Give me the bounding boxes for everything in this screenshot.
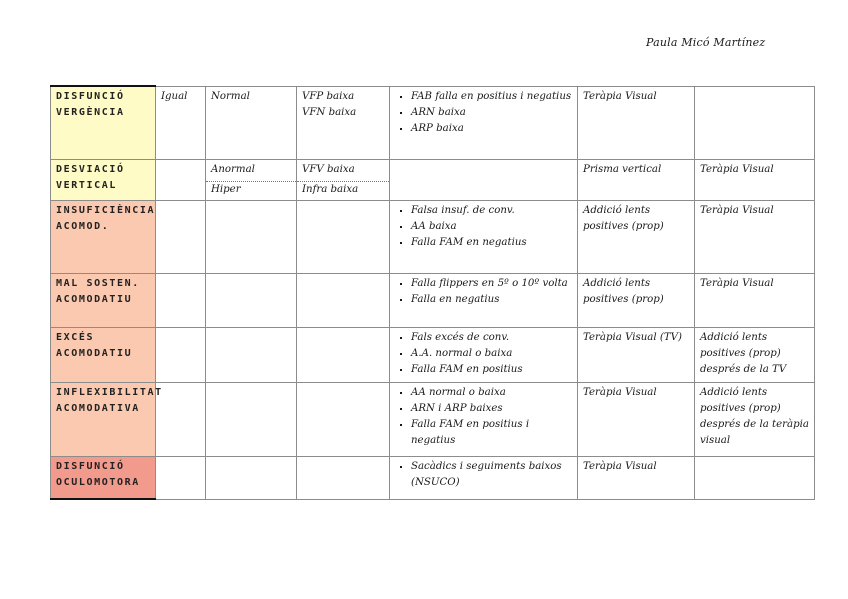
diagnosis-line: INSUFICIÈNCIA <box>56 204 156 216</box>
diagnosis-cell <box>51 327 156 382</box>
treatment-cell: Teràpia Visual (TV) <box>578 327 695 382</box>
status-cell: Normal <box>206 86 297 159</box>
diagnosis-line: ACOMODATIU <box>56 293 133 305</box>
phoria-cell <box>156 456 206 499</box>
phoria-cell <box>156 200 206 273</box>
signs-cell <box>390 273 578 327</box>
status-cell <box>206 159 297 200</box>
status-value: Anormal <box>211 163 255 175</box>
signs-cell <box>390 456 578 499</box>
signs-cell <box>390 327 578 382</box>
list-item: ▪ Falla FAM en positius <box>411 362 572 378</box>
status-value: Hiper <box>206 181 296 198</box>
diagnosis-cell <box>51 200 156 273</box>
list-item: ▪ AA normal o baixa <box>411 385 572 401</box>
treatment-cell: Teràpia Visual <box>578 86 695 159</box>
vergence-cell <box>297 327 390 382</box>
vergence-value: VFN baixa <box>302 106 357 118</box>
status-cell <box>206 382 297 456</box>
table-row <box>51 86 815 159</box>
status-cell <box>206 273 297 327</box>
treatment-cell: Teràpia Visual <box>695 159 815 200</box>
phoria-cell <box>156 159 206 200</box>
diagnosis-line: ACOMODATIVA <box>56 402 140 414</box>
phoria-cell: Igual <box>156 86 206 159</box>
diagnosis-line: ACOMOD. <box>56 220 110 232</box>
status-cell <box>206 456 297 499</box>
list-item: ▪ Falla flippers en 5º o 10º volta <box>411 276 572 292</box>
signs-cell <box>390 86 578 159</box>
diagnosis-line: DISFUNCIÓ <box>56 91 125 102</box>
table-row <box>51 200 815 273</box>
table-row <box>51 159 815 200</box>
treatment-cell: Teràpia Visual <box>578 456 695 499</box>
phoria-cell <box>156 382 206 456</box>
vergence-value: VFP baixa <box>302 90 355 102</box>
list-item: ▪ AA baixa <box>411 219 572 235</box>
diagnosis-line: EXCÉS <box>56 331 95 343</box>
vergence-cell <box>297 86 390 159</box>
diagnosis-line: DESVIACIÓ <box>56 163 125 175</box>
diagnosis-line: DISFUNCIÓ <box>56 460 125 472</box>
treatment-cell: Teràpia Visual <box>695 200 815 273</box>
vergence-cell <box>297 200 390 273</box>
signs-cell <box>390 382 578 456</box>
list-item: ▪ Sacàdics i seguiments baixos (NSUCO) <box>411 459 572 491</box>
list-item: ▪ Fals excés de conv. <box>411 330 572 346</box>
list-item: ▪ Falla FAM en negatius <box>411 235 572 251</box>
list-item: ▪ ARN baixa <box>411 105 572 121</box>
list-item: ▪ Falla FAM en positius i negatius <box>411 417 572 449</box>
treatment-cell: Addició lents positives (prop) després de la teràpia visual <box>695 382 815 456</box>
treatment-cell <box>695 86 815 159</box>
signs-cell <box>390 200 578 273</box>
list-item: ▪ A.A. normal o baixa <box>411 346 572 362</box>
phoria-cell <box>156 273 206 327</box>
list-item: ▪ Falla en negatius <box>411 292 572 308</box>
treatment-cell: Addició lents positives (prop) després de la TV <box>695 327 815 382</box>
treatment-cell: Addició lents positives (prop) <box>578 200 695 273</box>
diagnosis-line: VERTICAL <box>56 179 117 191</box>
author-name: Paula Micó Martínez <box>646 36 766 49</box>
diagnosis-line: VERGÈNCIA <box>56 107 125 118</box>
table-row <box>51 382 815 456</box>
diagnosis-cell <box>51 382 163 456</box>
list-item: ▪ FAB falla en positius i negatius <box>411 89 572 105</box>
treatment-cell <box>695 456 815 499</box>
vergence-value: Infra baixa <box>297 181 389 198</box>
diagnosis-cell <box>51 273 156 327</box>
status-cell <box>206 200 297 273</box>
diagnosis-line: INFLEXIBILITAT <box>56 386 163 398</box>
signs-cell <box>390 159 578 200</box>
diagnosis-table <box>50 85 815 500</box>
diagnosis-line: OCULOMOTORA <box>56 476 140 488</box>
diagnosis-line: ACOMODATIU <box>56 347 133 359</box>
treatment-cell: Teràpia Visual <box>695 273 815 327</box>
vergence-cell <box>297 159 390 200</box>
treatment-cell: Prisma vertical <box>578 159 695 200</box>
treatment-cell: Addició lents positives (prop) <box>578 273 695 327</box>
status-cell <box>206 327 297 382</box>
list-item: ▪ ARN i ARP baixes <box>411 401 572 417</box>
vergence-cell <box>297 382 390 456</box>
list-item: ▪ Falsa insuf. de conv. <box>411 203 572 219</box>
diagnosis-cell <box>51 159 156 200</box>
diagnosis-line: MAL SOSTEN. <box>56 277 140 289</box>
diagnosis-cell <box>51 86 156 159</box>
diagnosis-cell <box>51 456 156 499</box>
phoria-cell <box>156 327 206 382</box>
vergence-cell <box>297 273 390 327</box>
table-row <box>51 273 815 327</box>
table-row <box>51 327 815 382</box>
treatment-cell: Teràpia Visual <box>578 382 695 456</box>
table-row <box>51 456 815 499</box>
vergence-value: VFV baixa <box>302 163 355 175</box>
list-item: ▪ ARP baixa <box>411 121 572 137</box>
vergence-cell <box>297 456 390 499</box>
